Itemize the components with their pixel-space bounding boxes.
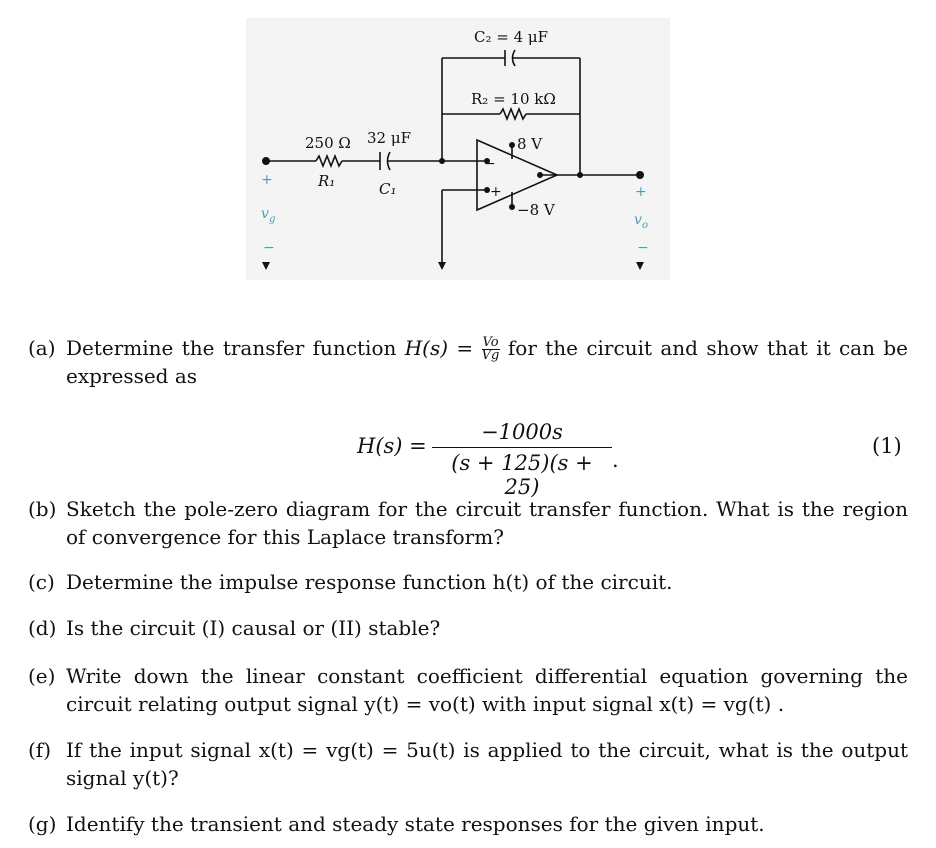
question-f: [28, 736, 908, 792]
question-f-label: (f): [28, 738, 52, 762]
question-b-text: Sketch the pole-zero diagram for the circuit transfer function. What is the region of convergence for this Laplace transform?: [66, 497, 908, 549]
vo-minus-sign: −: [637, 240, 649, 256]
vo-subscript: o: [642, 220, 649, 231]
question-c-label: (c): [28, 570, 55, 594]
node-output: [577, 172, 583, 178]
vg-plus-sign: +: [261, 172, 273, 188]
circuit-diagram: [0, 0, 936, 300]
equation-number: (1): [872, 434, 902, 458]
question-c: [28, 568, 908, 596]
vminus-label: −8 V: [517, 201, 555, 219]
terminal-vg-plus: [262, 157, 270, 165]
question-e-label: (e): [28, 664, 56, 688]
vg-subscript: g: [269, 214, 276, 225]
equation-numerator: −1000s: [432, 420, 612, 448]
c1-value: 32 μF: [367, 129, 412, 147]
vg-minus-sign: −: [263, 240, 275, 256]
question-c-text: Determine the impulse response function h(t) of the circuit.: [66, 570, 673, 594]
r1-name: R₁: [318, 172, 336, 190]
equation-denominator: (s + 125)(s + 25): [451, 451, 593, 499]
transfer-fraction: [482, 337, 500, 362]
question-a-text-before: Determine the transfer function: [66, 336, 405, 360]
question-g-text: Identify the transient and steady state responses for the given input.: [66, 812, 765, 836]
question-d-label: (d): [28, 616, 57, 640]
r2-label: R₂ = 10 kΩ: [471, 90, 556, 108]
c1-name: C₁: [379, 180, 397, 198]
vg-label: v: [261, 206, 269, 222]
question-b-label: (b): [28, 497, 57, 521]
question-d-text: Is the circuit (I) causal or (II) stable?: [66, 616, 441, 640]
question-g: [28, 810, 908, 838]
question-g-label: (g): [28, 812, 57, 836]
question-a-text-after: for the circuit and show that it can be expressed as: [66, 336, 908, 388]
vo-label: v: [634, 212, 642, 228]
question-e: [28, 662, 908, 718]
equation-lhs: H(s) =: [357, 434, 427, 458]
opamp-output-pin: [537, 172, 543, 178]
question-a-eq: =: [448, 336, 482, 360]
question-a: [28, 334, 908, 390]
question-a-label: (a): [28, 336, 56, 360]
equation-period: .: [612, 448, 619, 472]
equation-1: [0, 420, 936, 499]
question-e-text: Write down the linear constant coefficient differential equation governing the circuit relating output signal y(t) = vo(t) with input signal x(t) = vg(t) .: [66, 664, 908, 716]
question-d: [28, 614, 908, 642]
c2-label: C₂ = 4 μF: [474, 28, 549, 46]
question-a-h: H(s): [404, 336, 449, 360]
question-b: [28, 495, 908, 551]
opamp-plus-sign: +: [490, 184, 502, 200]
r1-value: 250 Ω: [305, 134, 351, 152]
equation-fraction: [432, 420, 612, 499]
node-inverting: [439, 158, 445, 164]
opamp-minus-sign: −: [484, 156, 496, 172]
vplus-label: 8 V: [517, 135, 543, 153]
opamp-vminus-pin: [509, 204, 515, 210]
fraction-denominator: Vg: [481, 348, 500, 363]
opamp-vplus-pin: [509, 142, 515, 148]
fraction-numerator: Vo: [482, 335, 499, 350]
vo-plus-sign: +: [635, 184, 647, 200]
terminal-vo-plus: [636, 171, 644, 179]
question-f-text: If the input signal x(t) = vg(t) = 5u(t) is applied to the circuit, what is the output signal y(t)?: [66, 738, 908, 790]
